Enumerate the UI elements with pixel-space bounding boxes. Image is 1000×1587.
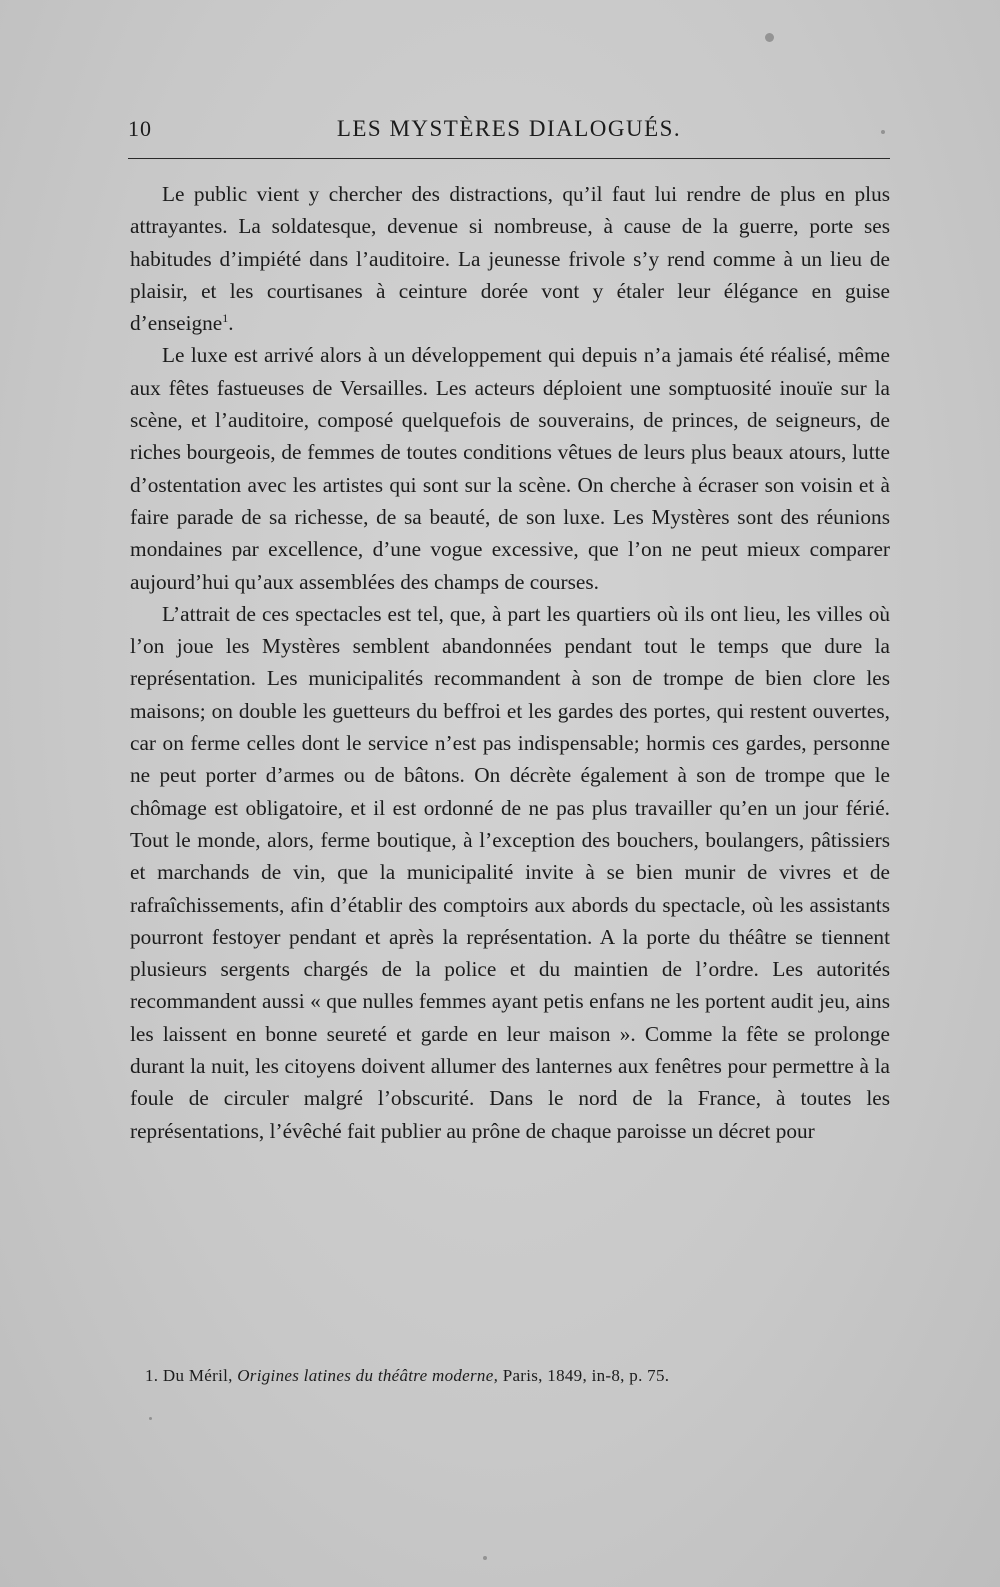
footnote-author: Du Méril, bbox=[162, 1366, 233, 1385]
footnote-title: Origines latines du théâtre moderne, bbox=[237, 1366, 499, 1385]
paragraph bbox=[130, 178, 890, 339]
paper-speck bbox=[765, 33, 774, 42]
page-number: 10 bbox=[128, 116, 152, 141]
footnote-details: Paris, 1849, in-8, p. 75. bbox=[502, 1366, 670, 1385]
paper-speck bbox=[149, 1417, 152, 1420]
footnote-number: 1. bbox=[145, 1366, 159, 1385]
paragraph-text: Le public vient y chercher des distractions, qu’il faut lui rendre de plus en plus attrayantes. La soldatesque, devenue si nombreuse, à cause de la guerre, porte ses habitudes d’impiété dans l’auditoire. La jeunesse frivole s’y rend comme à un lieu de plaisir, et les courtisanes à ceinture dorée vont y étaler leur élégance en guise d’enseigne bbox=[130, 182, 890, 336]
paragraph: L’attrait de ces spectacles est tel, que, à part les quartiers où ils ont lieu, les villes où l’on joue les Mystères semblent abandonnées pendant tout le temps que dure la représentation. Les municipalités recommandent à son de trompe de bien clore les maisons; on double les guetteurs du beffroi et les gardes des portes, qui restent ouvertes, car on ferme celles dont le service n’est pas indispensable; hormis ces gardes, personne ne peut porter d’armes ou de bâtons. On décrète également à son de trompe que le chômage est obligatoire, et il est ordonné de ne pas plus travailler qu’en un jour férié. Tout le monde, alors, ferme boutique, à l’exception des bouchers, boulangers, pâtissiers et marchands de vin, que la municipalité invite à se bien munir de vivres et de rafraîchissements, afin d’établir des comptoirs aux abords du spectacle, où les assistants pourront festoyer pendant et après la représentation. A la porte du théâtre se tiennent plusieurs sergents chargés de la police et du maintien de l’ordre. Les autorités recommandent aussi « que nulles femmes ayant petis enfans ne les portent audit jeu, ains les laissent en bonne seureté et garde en leur maison ». Comme la fête se prolonge durant la nuit, les citoyens doivent allumer des lanternes aux fenêtres pour permettre à la foule de circuler malgré l’obscurité. Dans le nord de la France, à toutes les représentations, l’évêché fait publier au prône de chaque paroisse un décret pour bbox=[130, 601, 890, 1143]
footnote bbox=[145, 1366, 845, 1386]
paragraph-end-punctuation: . bbox=[228, 311, 234, 336]
page-header bbox=[128, 110, 890, 150]
footnote-reference[interactable]: 1 bbox=[222, 311, 229, 326]
body-text bbox=[130, 178, 890, 1147]
running-title: LES MYSTÈRES DIALOGUÉS. bbox=[336, 116, 682, 141]
paper-speck bbox=[483, 1556, 487, 1560]
paragraph: Le luxe est arrivé alors à un développement qui depuis n’a jamais été réalisé, même aux fêtes fastueuses de Versailles. Les acteurs déploient une somptuosité inouïe sur la scène, et l’auditoire, composé quelquefois de souverains, de princes, de seigneurs, de riches bourgeois, de femmes de toutes conditions vêtues de leurs plus beaux atours, lutte d’ostentation avec les artistes qui sont sur la scène. On cherche à écraser son voisin et à faire parade de sa richesse, de sa beauté, de son luxe. Les Mystères sont des réunions mondaines par excellence, d’une vogue excessive, que l’on ne peut mieux comparer aujourd’hui qu’aux assemblées des champs de courses. bbox=[130, 343, 890, 594]
paper-speck bbox=[881, 130, 885, 134]
header-rule bbox=[128, 158, 890, 159]
